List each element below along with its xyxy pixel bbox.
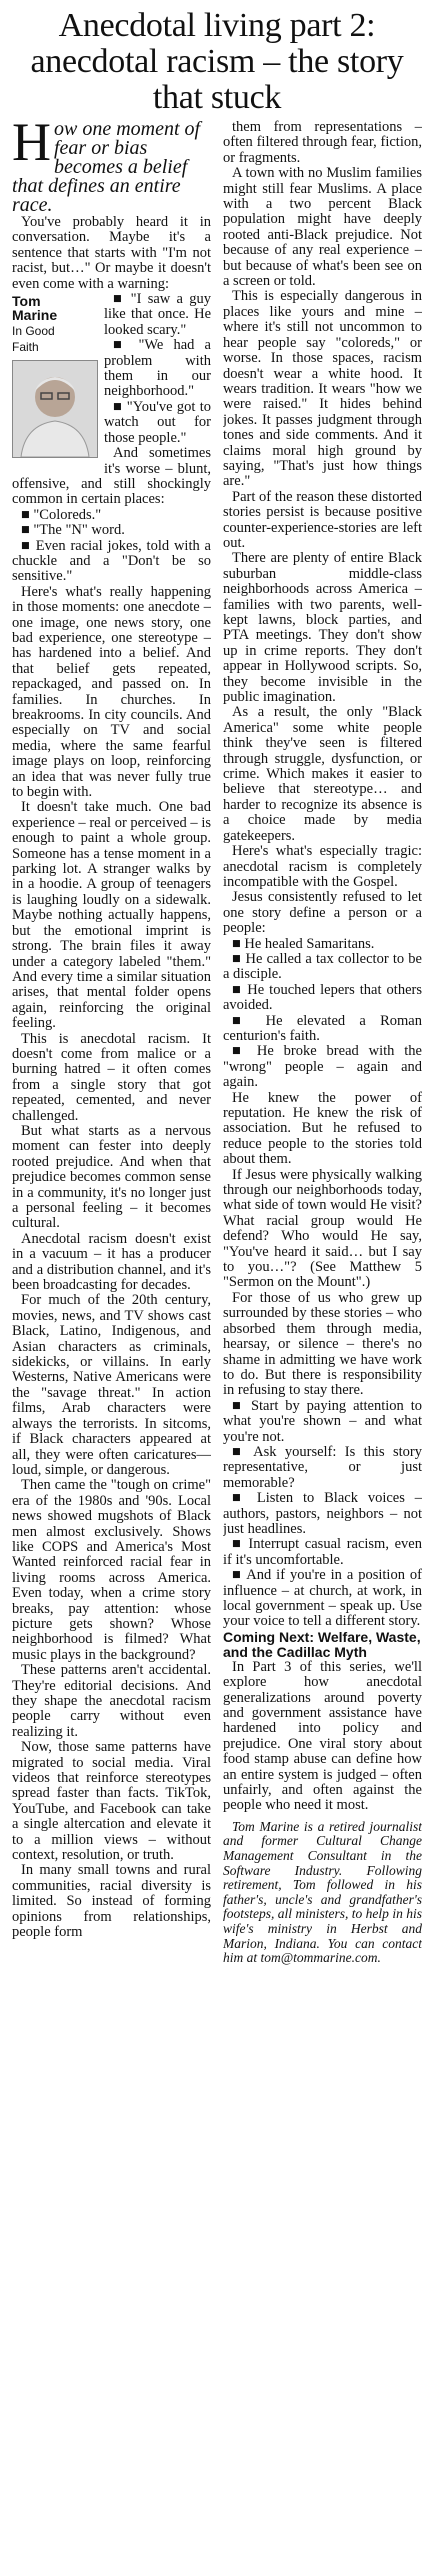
col2-paragraph: ■ Listen to Black voices – authors, pastors, neighbors – not just headlines. bbox=[223, 1490, 422, 1537]
col1-paragraph: Here's what's really happening in those moments: one anecdote – one image, one news story, one bad experience, one stereotype – has hardened into a belief. And that belief gets repeated, repackaged, and passed on. In families. In churches. In breakrooms. In city councils. And especially on TV and social media, where the same fearful image plays on loop, reinforcing an idea that was never fully true to begin with. bbox=[12, 583, 211, 801]
col2-paragraph: Here's what's especially tragic: anecdotal racism is completely incompatible with the Gospel. bbox=[223, 843, 422, 890]
col2-paragraph: ■ And if you're in a position of influence – at church, at work, in local government – speak up. Use your voice to tell a different story. bbox=[223, 1567, 422, 1630]
col1-paragraph: You've probably heard it in conversation. Maybe it's a sentence that starts with "I'm not racist, but…" Or maybe it doesn't even come with a warning: bbox=[12, 214, 211, 292]
col1-paragraph: ■ "I saw a guy like that once. He looked scary." bbox=[104, 291, 211, 338]
column-2 bbox=[223, 120, 422, 2550]
author-bio: Tom Marine is a retired journalist and former Cultural Change Management Consultant in the Software Industry. Following retirement, Tom followed in his father's, uncle's and grandfather's footsteps, all ministers, to help in his wife's ministry in Herbst and Marion, Indiana. You can contact him at tom@tommarine.com. bbox=[223, 1818, 422, 1966]
byline bbox=[12, 294, 96, 458]
col2-paragraph: ■ Start by paying attention to what you're shown – and what you're not. bbox=[223, 1397, 422, 1445]
col2-paragraph: Part of the reason these distorted stories persist is because positive counter-experience-stories are left out. bbox=[223, 488, 422, 551]
col1-paragraph: This is anecdotal racism. It doesn't come from malice or a burning hatred – it often comes from a single story that got repeated, cemented, and never challenged. bbox=[12, 1030, 211, 1124]
col1-paragraph: These patterns aren't accidental. They're editorial decisions. And they shape the anecdotal racism people carry without even realizing it. bbox=[12, 1662, 211, 1740]
col1-paragraph: ■ "We had a problem with them in our neighborhood." bbox=[104, 337, 211, 400]
col2-paragraph: He knew the power of reputation. He knew the risk of association. But he refused to reduce people to the stories told about them. bbox=[223, 1089, 422, 1168]
col2-paragraph: There are plenty of entire Black suburban middle-class neighborhoods across America – families with two parents, well-kept lawns, block parties, and PTA meetings. They don't show up in crime reports. They don't appear in Hollywood scripts. So, they become invisible in the public imagination. bbox=[223, 550, 422, 706]
col2-paragraph: A town with no Muslim families might still fear Muslims. A place with a two percent Black population might have deeply rooted anti-Black prejudice. Not because of any real experience – but because of what's been see on a screen or told. bbox=[223, 165, 422, 290]
col2-paragraph: This is especially dangerous in places like yours and mine – where it's still not uncommon to hear people say "coloreds," or worse. In those spaces, racism doesn't wear a white hood. It wears tradition. It wears "how we were raised." It hides behind jokes. It passes judgment through tones and side comments. And it claims moral high ground by saying, "That's just how things are." bbox=[223, 288, 422, 490]
col1-paragraph: Anecdotal racism doesn't exist in a vacuum – it has a producer and a distribution channel, and it's been broadcasting for decades. bbox=[12, 1230, 211, 1294]
article-title: Anecdotal living part 2: anecdotal racism – the story that stuck bbox=[30, 7, 404, 116]
author-photo bbox=[12, 360, 98, 458]
byline-name-first: Tom bbox=[12, 293, 41, 310]
col1-paragraph: It doesn't take much. One bad experience – real or perceived – is enough to paint a whole group. Someone has a tense moment in a parking lot. A stranger walks by in a hoodie. A group of teenagers is laughing loudly on a sidewalk. Maybe nothing actually happens, but the emotional imprint is strong. The brain files it away under a category labeled "them." And every time a similar situation arises, that mental folder opens again, reinforcing the original feeling. bbox=[12, 799, 211, 1032]
col2-paragraph: ■ He elevated a Roman centurion's faith. bbox=[223, 1012, 422, 1044]
col1-paragraph: But what starts as a nervous moment can fester into deeply rooted prejudice. And when that prejudice becomes common sense in a community, it's no longer just a personal feeling – it becomes cultural. bbox=[12, 1122, 211, 1232]
drop-cap: H bbox=[12, 120, 51, 172]
col2-paragraph: ■ He touched lepers that others avoided. bbox=[223, 981, 422, 1014]
col2-paragraph: ■ He healed Samaritans. bbox=[232, 935, 375, 952]
col2-paragraph: them from representations – often filtered through fear, fiction, or fragments. bbox=[223, 120, 422, 166]
col1-paragraph: In many small towns and rural communities, racial diversity is limited. So instead of forming opinions from relationships, people form bbox=[12, 1862, 211, 1941]
col2-paragraph: ■ Interrupt casual racism, even if it's uncomfortable. bbox=[223, 1536, 422, 1568]
col1-paragraph: ■ "Coloreds." bbox=[21, 506, 102, 523]
col2-paragraph: ■ He called a tax collector to be a disciple. bbox=[223, 950, 422, 983]
article-body bbox=[12, 120, 422, 2550]
col2-paragraph: ■ He broke bread with the "wrong" people – again and again. bbox=[223, 1043, 422, 1091]
col1-paragraph: And sometimes it's worse – blunt, offensive, and still shockingly common in certain places: bbox=[12, 445, 211, 508]
column-2-body bbox=[223, 120, 422, 1630]
column-1 bbox=[12, 120, 211, 2550]
col2-paragraph: For those of us who grew up surrounded by these stories – who absorbed them through media, hearsay, or silence – there's no shame in admitting we have work to do. But there is responsibility in refusing to stay there. bbox=[223, 1289, 422, 1399]
col1-paragraph: ■ Even racial jokes, told with a chuckle and a "Don't be so sensitive." bbox=[12, 537, 211, 585]
lede-text: ow one moment of fear or bias becomes a belief that defines an entire race. bbox=[12, 120, 201, 216]
column-name-line-1: In Good bbox=[12, 324, 55, 339]
article-lede bbox=[12, 120, 211, 215]
col1-paragraph: ■ "You've got to watch out for those people." bbox=[104, 398, 211, 446]
col1-paragraph: Now, those same patterns have migrated to social media. Viral videos that reinforce stereotypes spread faster than facts. TikTok, YouTube, and Facebook can take a single altercation and elevate it to a million views – without context, resolution, or truth. bbox=[12, 1739, 211, 1864]
coming-next-heading: Coming Next: Welfare, Waste, and the Cadillac Myth bbox=[223, 1628, 421, 1660]
col2-paragraph: If Jesus were physically walking through our neighborhoods today, what side of town would He visit? What racial group would He defend? Who would He say, "You've heard it said… but I say to you…"? (See Matthew 5 "Sermon on the Mount".) bbox=[223, 1166, 422, 1291]
col1-paragraph: Then came the "tough on crime" era of the 1980s and '90s. Local news showed mugshots of Black men almost exclusively. Shows like COPS and America's Most Wanted reinforced racial fear in living rooms across America. Even today, when a crime story breaks, pay attention: whose picture gets shown? Whose neighborhood is filmed? What music plays in the background? bbox=[12, 1477, 211, 1663]
col2-paragraph: As a result, the only "Black America" some white people think they've seen is filtered through struggle, dysfunction, or crime. Which makes it easier to believe that stereotype… and harder to recognize its absence is a choice made by media gatekeepers. bbox=[223, 704, 422, 844]
column-1-body bbox=[12, 215, 211, 1941]
col2-paragraph: ■ Ask yourself: Is this story representative, or just memorable? bbox=[223, 1443, 422, 1491]
byline-name-last: Marine bbox=[12, 307, 58, 324]
column-name-line-2: Faith bbox=[12, 340, 39, 355]
coming-next-text: In Part 3 of this series, we'll explore how anecdotal generalizations around poverty and government assistance have hardened into policy and prejudice. One viral story about food stamp abuse can define how an entire system is judged – often unfairly, and often against the people who need it most. bbox=[223, 1658, 422, 1814]
col2-paragraph: Jesus consistently refused to let one story define a person or a people: bbox=[223, 889, 422, 937]
col1-paragraph: ■ "The "N" word. bbox=[21, 522, 125, 539]
col1-paragraph: For much of the 20th century, movies, news, and TV shows cast Black, Latino, Indigenous, and Asian characters as criminals, sidekicks, or villains. In early Westerns, Native Americans were the "savage threat." In action films, Arab characters were always the terrorists. In sitcoms, if Black characters appeared at all, they were often caricatures—loud, simple, or dangerous. bbox=[12, 1292, 211, 1478]
